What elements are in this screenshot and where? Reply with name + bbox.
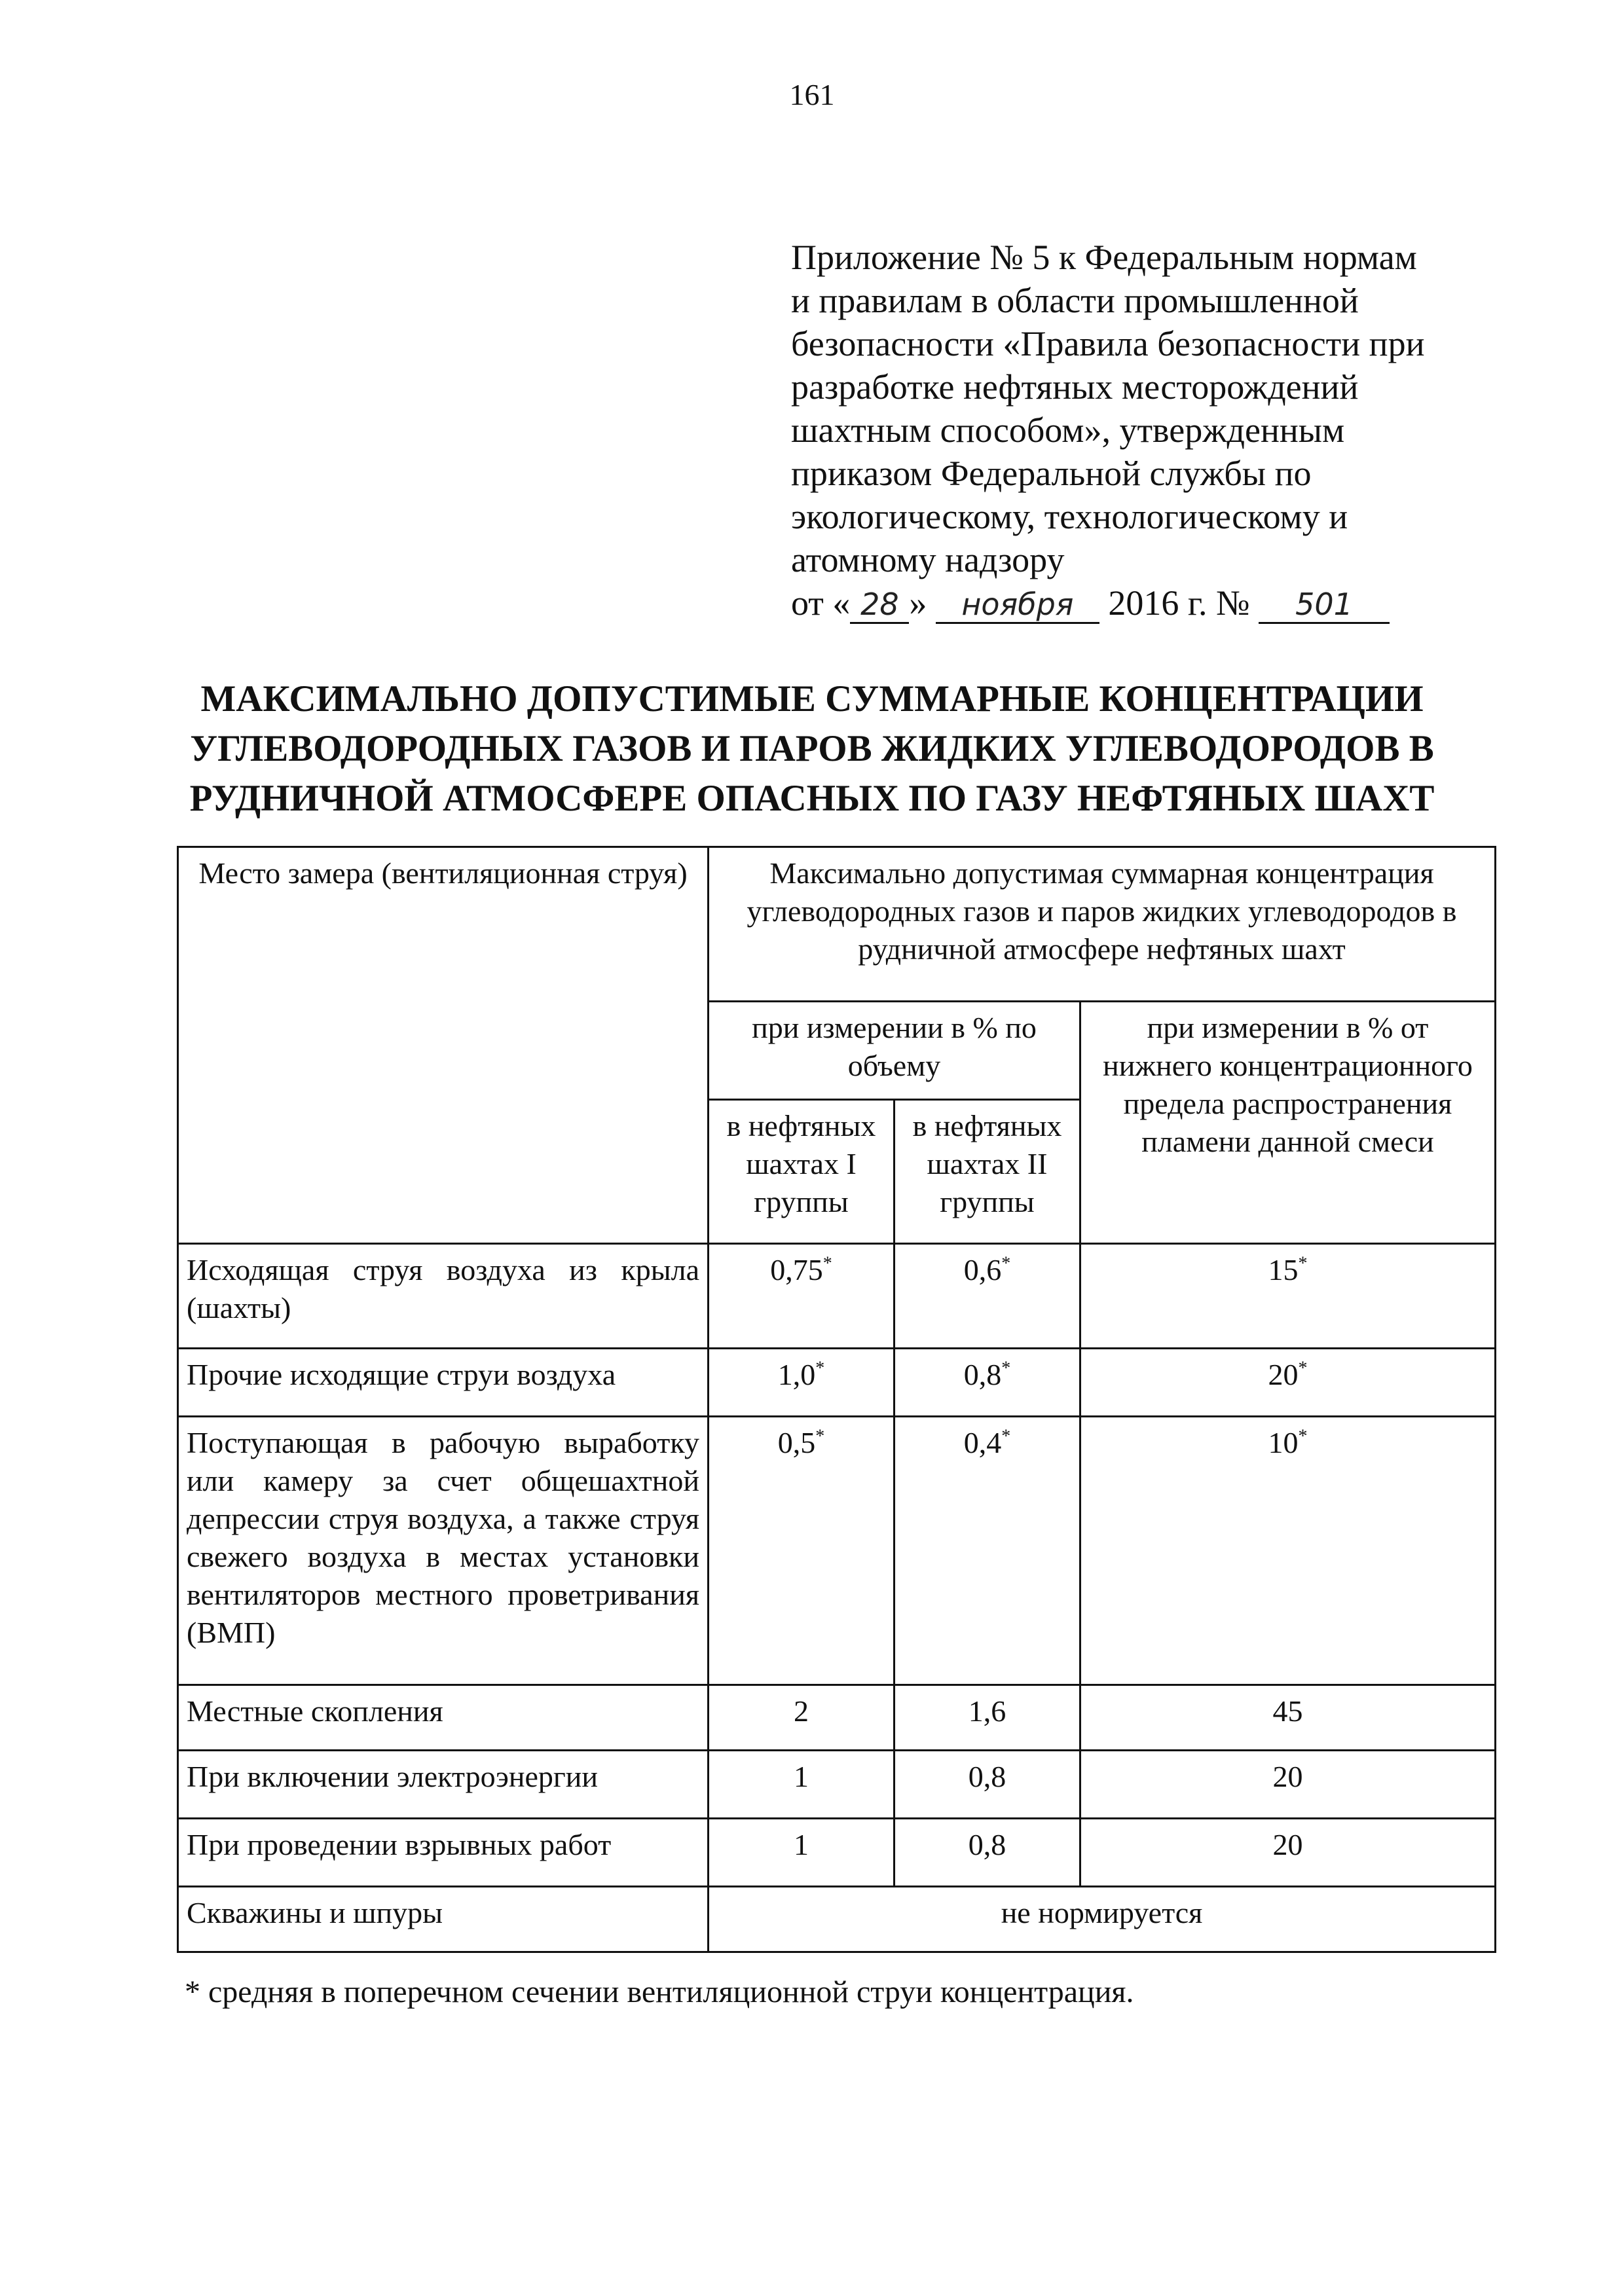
value-lel (1080, 1349, 1496, 1417)
row-place: Скважины и шпуры (178, 1887, 709, 1952)
value-text: 2 (794, 1694, 809, 1728)
footnote-mark: * (815, 1426, 825, 1447)
document-title (131, 674, 1493, 824)
appendix-line: Приложение № 5 к Федеральным нормам (791, 238, 1417, 277)
row-place: Исходящая струя воздуха из крыла (шахты) (178, 1244, 709, 1349)
row-place: При проведении взрывных работ (178, 1819, 709, 1887)
not-normalized-cell: не нормируется (709, 1887, 1496, 1952)
value-text: 20 (1268, 1358, 1299, 1391)
value-lel (1080, 1417, 1496, 1685)
header-max-concentration: Максимально допустимая суммарная концентрация углеводородных газов и паров жидких углеводородов в рудничной атмосфере нефтяных шахт (709, 847, 1496, 1002)
appendix-block (791, 236, 1531, 625)
value-text: 0,8 (968, 1828, 1006, 1861)
order-mid: » (909, 583, 936, 623)
value-text: 20 (1272, 1760, 1303, 1793)
value-text: 0,6 (963, 1253, 1002, 1286)
page-number: 161 (789, 78, 835, 111)
title-line: РУДНИЧНОЙ АТМОСФЕРЕ ОПАСНЫХ ПО ГАЗУ НЕФТЯНЫХ ШАХТ (189, 778, 1435, 819)
appendix-line: приказом Федеральной службы по (791, 454, 1312, 493)
order-year: 2016 г. № (1099, 583, 1259, 623)
footnote-mark: * (1001, 1426, 1011, 1447)
header-place: Место замера (вентиляционная струя) (178, 847, 709, 1244)
value-text: 10 (1268, 1426, 1299, 1459)
footnote-mark: * (1298, 1358, 1308, 1379)
appendix-line: и правилам в области промышленной (791, 281, 1359, 320)
table-row (178, 1244, 1496, 1349)
table-row (178, 1751, 1496, 1819)
value-text: 1 (794, 1828, 809, 1861)
appendix-line: безопасности «Правила безопасности при (791, 324, 1425, 363)
value-text: 1 (794, 1760, 809, 1793)
row-place: Поступающая в рабочую выработку или камеру за счет общешахтной депрессии струя воздуха, а также струя свежего воздуха в местах установки вентиляторов местного проветривания (ВМП) (178, 1417, 709, 1685)
value-text: 1,0 (777, 1358, 816, 1391)
table-row (178, 1685, 1496, 1751)
appendix-line: разработке нефтяных месторождений (791, 367, 1359, 407)
value-g2 (895, 1819, 1080, 1887)
value-text: 1,6 (968, 1694, 1006, 1728)
value-g2 (895, 1244, 1080, 1349)
appendix-line: атомному надзору (791, 540, 1065, 579)
footnote-mark: * (822, 1253, 832, 1274)
header-group-1: в нефтяных шахтах I группы (709, 1100, 895, 1244)
value-text: 0,4 (963, 1426, 1002, 1459)
footnote-mark: * (1298, 1426, 1308, 1447)
value-g2 (895, 1417, 1080, 1685)
value-g1 (709, 1685, 895, 1751)
value-g1 (709, 1417, 895, 1685)
table-row (178, 1819, 1496, 1887)
header-by-volume: при измерении в % по объему (709, 1002, 1080, 1100)
value-text: 20 (1272, 1828, 1303, 1861)
title-line: УГЛЕВОДОРОДНЫХ ГАЗОВ И ПАРОВ ЖИДКИХ УГЛЕВОДОРОДОВ В (190, 728, 1434, 769)
value-g2 (895, 1751, 1080, 1819)
value-lel (1080, 1751, 1496, 1819)
table-row (178, 1417, 1496, 1685)
order-month-handwritten: ноября (936, 587, 1099, 624)
row-place: Прочие исходящие струи воздуха (178, 1349, 709, 1417)
row-place: При включении электроэнергии (178, 1751, 709, 1819)
footnote-mark: * (815, 1358, 825, 1379)
value-g1 (709, 1349, 895, 1417)
value-g2 (895, 1349, 1080, 1417)
value-text: 0,5 (777, 1426, 816, 1459)
value-lel (1080, 1685, 1496, 1751)
table-row (178, 1349, 1496, 1417)
appendix-line: шахтным способом», утвержденным (791, 410, 1345, 450)
order-line (791, 581, 1531, 625)
value-text: 0,8 (963, 1358, 1002, 1391)
value-lel (1080, 1819, 1496, 1887)
value-text: 0,8 (968, 1760, 1006, 1793)
value-text: 15 (1268, 1253, 1299, 1286)
value-text: 0,75 (770, 1253, 823, 1286)
footnote-mark: * (1298, 1253, 1308, 1274)
order-number-handwritten: 501 (1259, 587, 1390, 624)
concentration-table (177, 846, 1496, 1953)
order-day-handwritten: 28 (850, 587, 909, 624)
value-lel (1080, 1244, 1496, 1349)
order-prefix: от « (791, 583, 851, 623)
footnote-mark: * (1001, 1358, 1011, 1379)
footnote-mark: * (1001, 1253, 1011, 1274)
value-text: 45 (1272, 1694, 1303, 1728)
value-g2 (895, 1685, 1080, 1751)
header-by-lower-limit: при измерении в % от нижнего концентрационного предела распространения пламени данной смеси (1080, 1002, 1496, 1244)
row-place: Местные скопления (178, 1685, 709, 1751)
header-group-2: в нефтяных шахтах II группы (895, 1100, 1080, 1244)
title-line: МАКСИМАЛЬНО ДОПУСТИМЫЕ СУММАРНЫЕ КОНЦЕНТРАЦИИ (200, 678, 1424, 720)
value-g1 (709, 1751, 895, 1819)
appendix-line: экологическому, технологическому и (791, 497, 1348, 536)
footnote: * средняя в поперечном сечении вентиляционной струи концентрация. (185, 1975, 1134, 2009)
value-g1 (709, 1819, 895, 1887)
value-g1 (709, 1244, 895, 1349)
